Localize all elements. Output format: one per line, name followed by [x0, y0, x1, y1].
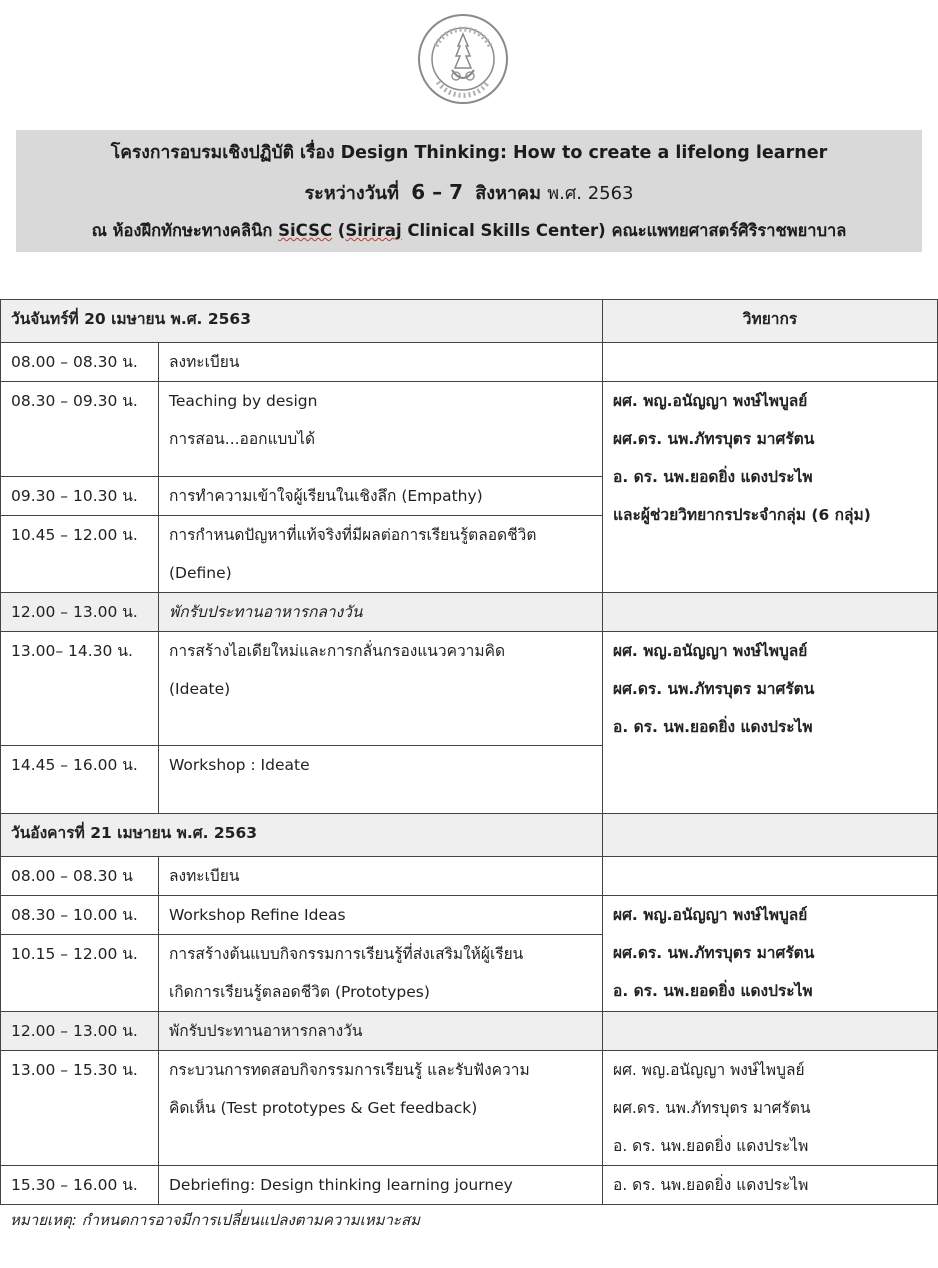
venue-line — [16, 218, 922, 244]
table-row — [1, 632, 938, 746]
venue-part: Clinical Skills Center) คณะแพทยศาสตร์ศิริราชพยาบาล — [401, 221, 847, 240]
time-cell: 13.00 – 15.30 น. — [1, 1051, 159, 1166]
table-row — [1, 1051, 938, 1166]
time-cell: 08.00 – 08.30 น — [1, 857, 159, 896]
activity-line: Teaching by design — [169, 392, 318, 410]
day-header-row — [1, 300, 938, 343]
activity-line: คิดเห็น (Test prototypes & Get feedback) — [169, 1099, 478, 1117]
speaker-name: ผศ.ดร. นพ.ภัทรบุตร มาศรัตน — [613, 680, 815, 698]
activity-line: (Ideate) — [169, 680, 231, 698]
activity-cell: พักรับประทานอาหารกลางวัน — [159, 593, 603, 632]
activity-cell: ลงทะเบียน — [159, 857, 603, 896]
day2-heading: วันอังคารที่ 21 เมษายน พ.ศ. 2563 — [1, 814, 603, 857]
time-cell: 08.30 – 10.00 น. — [1, 896, 159, 935]
date-line — [16, 178, 922, 207]
activity-cell: Workshop Refine Ideas — [159, 896, 603, 935]
speaker-cell — [603, 593, 938, 632]
speaker-cell — [603, 632, 938, 814]
date-month: สิงหาคม — [475, 183, 541, 204]
table-row — [1, 1166, 938, 1205]
activity-cell: Workshop : Ideate — [159, 746, 603, 814]
speaker-cell — [603, 382, 938, 593]
venue-sicsc: SiCSC — [278, 221, 333, 240]
footnote: หมายเหตุ: กำหนดการอาจมีการเปลี่ยนแปลงตามความเหมาะสม — [10, 1211, 421, 1229]
activity-cell — [159, 632, 603, 746]
speaker-name: อ. ดร. นพ.ยอดยิ่ง แดงประไพ — [613, 468, 813, 486]
university-seal-logo — [416, 12, 510, 106]
speaker-cell — [603, 896, 938, 1012]
activity-cell: Debriefing: Design thinking learning journey — [159, 1166, 603, 1205]
schedule-table — [0, 299, 938, 1205]
speaker-cell: อ. ดร. นพ.ยอดยิ่ง แดงประไพ — [603, 1166, 938, 1205]
project-title: โครงการอบรมเชิงปฏิบัติ เรื่อง Design Thinking: How to create a lifelong learner — [110, 143, 828, 163]
venue-part: ณ ห้องฝึกทักษะทางคลินิก — [91, 221, 279, 240]
title-block — [16, 130, 922, 252]
table-row — [1, 343, 938, 382]
speaker-name: และผู้ช่วยวิทยากรประจำกลุ่ม (6 กลุ่ม) — [613, 506, 871, 524]
time-cell: 12.00 – 13.00 น. — [1, 593, 159, 632]
speaker-name: อ. ดร. นพ.ยอดยิ่ง แดงประไพ — [613, 1137, 809, 1155]
activity-line: เกิดการเรียนรู้ตลอดชีวิต (Prototypes) — [169, 983, 430, 1001]
time-cell: 10.15 – 12.00 น. — [1, 935, 159, 1012]
activity-line: กระบวนการทดสอบกิจกรรมการเรียนรู้ และรับฟังความ — [169, 1061, 530, 1079]
venue-siriraj: Siriraj — [345, 221, 402, 240]
speaker-cell — [603, 343, 938, 382]
time-cell: 15.30 – 16.00 น. — [1, 1166, 159, 1205]
speakers-heading: วิทยากร — [603, 300, 938, 343]
activity-cell: ลงทะเบียน — [159, 343, 603, 382]
day1-heading: วันจันทร์ที่ 20 เมษายน พ.ศ. 2563 — [1, 300, 603, 343]
activity-line: การสร้างต้นแบบกิจกรรมการเรียนรู้ที่ส่งเสริมให้ผู้เรียน — [169, 945, 524, 963]
day-header-row — [1, 814, 938, 857]
speaker-cell — [603, 814, 938, 857]
activity-line: การกำหนดปัญหาที่แท้จริงที่มีผลต่อการเรียนรู้ตลอดชีวิต — [169, 526, 537, 544]
venue-part: ( — [332, 221, 346, 240]
time-cell: 08.30 – 09.30 น. — [1, 382, 159, 477]
date-range: 6 – 7 — [411, 180, 464, 204]
speaker-cell — [603, 1012, 938, 1051]
activity-cell — [159, 516, 603, 593]
table-row — [1, 857, 938, 896]
activity-cell — [159, 935, 603, 1012]
activity-line: การสร้างไอเดียใหม่และการกลั่นกรองแนวความคิด — [169, 642, 506, 660]
speaker-cell — [603, 1051, 938, 1166]
time-cell: 09.30 – 10.30 น. — [1, 477, 159, 516]
activity-line: (Define) — [169, 564, 232, 582]
speaker-name: ผศ.ดร. นพ.ภัทรบุตร มาศรัตน — [613, 430, 815, 448]
date-year: พ.ศ. 2563 — [547, 183, 634, 204]
speaker-name: ผศ. พญ.อนัญญา พงษ์ไพบูลย์ — [613, 906, 808, 924]
time-cell: 12.00 – 13.00 น. — [1, 1012, 159, 1051]
activity-cell — [159, 1051, 603, 1166]
speaker-name: ผศ. พญ.อนัญญา พงษ์ไพบูลย์ — [613, 1061, 805, 1079]
activity-cell: พักรับประทานอาหารกลางวัน — [159, 1012, 603, 1051]
speaker-name: อ. ดร. นพ.ยอดยิ่ง แดงประไพ — [613, 982, 813, 1000]
date-prefix: ระหว่างวันที่ — [304, 183, 399, 204]
time-cell: 10.45 – 12.00 น. — [1, 516, 159, 593]
time-cell: 08.00 – 08.30 น. — [1, 343, 159, 382]
speaker-cell — [603, 857, 938, 896]
speaker-name: ผศ.ดร. นพ.ภัทรบุตร มาศรัตน — [613, 1099, 811, 1117]
speaker-name: อ. ดร. นพ.ยอดยิ่ง แดงประไพ — [613, 718, 813, 736]
activity-cell: การทำความเข้าใจผู้เรียนในเชิงลึก (Empathy) — [159, 477, 603, 516]
speaker-name: ผศ. พญ.อนัญญา พงษ์ไพบูลย์ — [613, 642, 808, 660]
table-row — [1, 896, 938, 935]
table-row — [1, 593, 938, 632]
table-row — [1, 1012, 938, 1051]
activity-cell — [159, 382, 603, 477]
table-row — [1, 382, 938, 477]
time-cell: 13.00– 14.30 น. — [1, 632, 159, 746]
speaker-name: ผศ.ดร. นพ.ภัทรบุตร มาศรัตน — [613, 944, 815, 962]
time-cell: 14.45 – 16.00 น. — [1, 746, 159, 814]
speaker-name: ผศ. พญ.อนัญญา พงษ์ไพบูลย์ — [613, 392, 808, 410]
activity-line: การสอน...ออกแบบได้ — [169, 430, 316, 448]
